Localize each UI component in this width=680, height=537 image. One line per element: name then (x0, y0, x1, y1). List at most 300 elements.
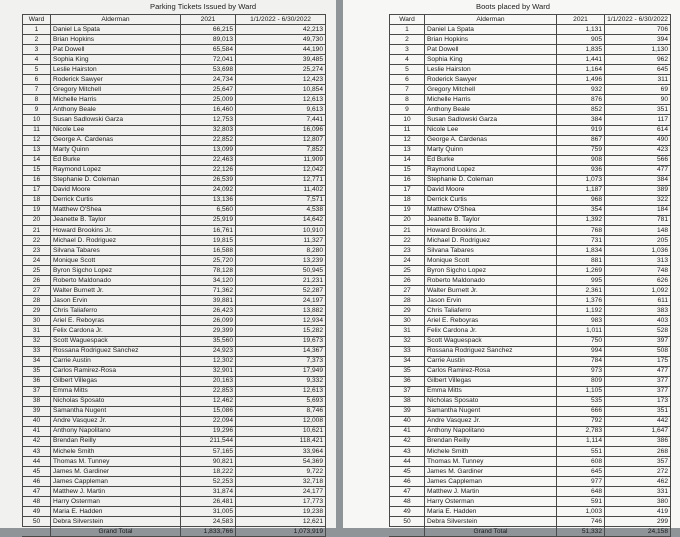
cell-ward: 49 (390, 507, 425, 517)
table-row (390, 155, 671, 165)
boots-body (390, 25, 671, 537)
cell-2022: 477 (605, 165, 671, 175)
cell-alderman: Walter Burnett Jr. (51, 286, 181, 296)
cell-ward: 6 (390, 75, 425, 85)
cell-2022: 12,621 (236, 517, 326, 527)
table-row (23, 65, 326, 75)
cell-alderman: Stephanie D. Coleman (425, 175, 557, 185)
table-row (23, 316, 326, 326)
cell-2022: 272 (605, 467, 671, 477)
cell-alderman: Chris Taliaferro (51, 306, 181, 316)
cell-alderman: Brendan Reilly (425, 436, 557, 446)
cell-2021: 22,852 (181, 135, 236, 145)
parking-tickets-table (22, 14, 326, 537)
cell-alderman: Derrick Curtis (425, 195, 557, 205)
cell-ward: 20 (390, 215, 425, 225)
cell-ward: 34 (23, 356, 51, 366)
cell-2022: 614 (605, 125, 671, 135)
cell-2022: 384 (605, 175, 671, 185)
cell-alderman: Emma Mitts (51, 386, 181, 396)
cell-ward: 24 (23, 256, 51, 266)
parking-tickets-sheet (0, 0, 336, 535)
table-row (23, 205, 326, 215)
cell-ward: 26 (390, 276, 425, 286)
table-row (390, 286, 671, 296)
cell-ward: 10 (390, 115, 425, 125)
cell-ward: 8 (390, 95, 425, 105)
cell-ward: 25 (390, 266, 425, 276)
cell-ward: 34 (390, 356, 425, 366)
cell-alderman: Ariel E. Reboyras (425, 316, 557, 326)
table-row (390, 497, 671, 507)
cell-ward: 50 (23, 517, 51, 527)
cell-2021: 1,003 (557, 507, 605, 517)
cell-ward: 2 (23, 35, 51, 45)
cell-2022: 12,807 (236, 135, 326, 145)
cell-alderman: Ed Burke (425, 155, 557, 165)
cell-alderman: Susan Sadlowski Garza (425, 115, 557, 125)
cell-2022: 17,773 (236, 497, 326, 507)
cell-ward: 14 (390, 155, 425, 165)
table-row (23, 175, 326, 185)
cell-alderman: Byron Sigcho Lopez (425, 266, 557, 276)
table-row (390, 246, 671, 256)
table-row (390, 175, 671, 185)
cell-2022: 299 (605, 517, 671, 527)
table-row (390, 145, 671, 155)
cell-2021: 968 (557, 195, 605, 205)
cell-alderman: Silvana Tabares (425, 246, 557, 256)
cell-2021: 535 (557, 396, 605, 406)
cell-alderman: Felix Cardona Jr. (51, 326, 181, 336)
cell-alderman: Anthony Beale (425, 105, 557, 115)
cell-2021: 13,099 (181, 145, 236, 155)
cell-2021: 211,544 (181, 436, 236, 446)
cell-2022: 32,718 (236, 477, 326, 487)
cell-2021: 384 (557, 115, 605, 125)
cell-2021: 750 (557, 336, 605, 346)
cell-2022: 397 (605, 336, 671, 346)
cell-2021: 24,734 (181, 75, 236, 85)
cell-2021: 876 (557, 95, 605, 105)
cell-ward: 3 (390, 45, 425, 55)
header-ward: Ward (390, 15, 425, 25)
cell-alderman: Emma Mitts (425, 386, 557, 396)
cell-2022: 313 (605, 256, 671, 266)
cell-2021: 35,560 (181, 336, 236, 346)
cell-ward: 5 (23, 65, 51, 75)
cell-2022: 42,213 (236, 25, 326, 35)
cell-alderman: Carrie Austin (51, 356, 181, 366)
table-row (23, 55, 326, 65)
cell-2021: 6,560 (181, 205, 236, 215)
cell-2021: 52,253 (181, 477, 236, 487)
cell-ward: 36 (23, 376, 51, 386)
table-row (23, 225, 326, 235)
cell-ward: 12 (23, 135, 51, 145)
cell-ward: 39 (23, 406, 51, 416)
table-row (23, 306, 326, 316)
cell-2021: 746 (557, 517, 605, 527)
grand-total-2021: 51,332 (557, 527, 605, 537)
table-row (390, 296, 671, 306)
cell-2022: 9,722 (236, 467, 326, 477)
cell-2021: 26,099 (181, 316, 236, 326)
cell-alderman: Jason Ervin (425, 296, 557, 306)
cell-ward: 27 (390, 286, 425, 296)
cell-2021: 867 (557, 135, 605, 145)
cell-2022: 12,771 (236, 175, 326, 185)
table-row (23, 436, 326, 446)
cell-2022: 10,910 (236, 225, 326, 235)
table-row (390, 326, 671, 336)
cell-2022: 383 (605, 306, 671, 316)
table-row (390, 35, 671, 45)
table-row (390, 85, 671, 95)
cell-2021: 89,013 (181, 35, 236, 45)
cell-ward: 33 (23, 346, 51, 356)
cell-alderman: Leslie Hairston (425, 65, 557, 75)
cell-2021: 666 (557, 406, 605, 416)
table-row (23, 75, 326, 85)
table-row (390, 105, 671, 115)
cell-2022: 54,369 (236, 457, 326, 467)
table-row (23, 426, 326, 436)
cell-2021: 768 (557, 225, 605, 235)
cell-2022: 12,934 (236, 316, 326, 326)
cell-alderman: Matthew O'Shea (425, 205, 557, 215)
cell-2022: 645 (605, 65, 671, 75)
cell-2021: 977 (557, 477, 605, 487)
grand-total-row (23, 527, 326, 537)
cell-2022: 8,746 (236, 406, 326, 416)
cell-2021: 24,923 (181, 346, 236, 356)
cell-alderman: Monique Scott (51, 256, 181, 266)
total-spacer (23, 527, 51, 537)
cell-2021: 608 (557, 457, 605, 467)
cell-2021: 983 (557, 316, 605, 326)
table-row (23, 457, 326, 467)
table-row (390, 436, 671, 446)
cell-ward: 28 (23, 296, 51, 306)
cell-2022: 1,092 (605, 286, 671, 296)
cell-alderman: Nicole Lee (51, 125, 181, 135)
cell-ward: 11 (390, 125, 425, 135)
cell-alderman: Ariel E. Reboyras (51, 316, 181, 326)
cell-ward: 13 (390, 145, 425, 155)
cell-ward: 16 (23, 175, 51, 185)
cell-ward: 29 (23, 306, 51, 316)
cell-alderman: Carrie Austin (425, 356, 557, 366)
cell-alderman: Roberto Maldonado (425, 276, 557, 286)
cell-alderman: Nicole Lee (425, 125, 557, 135)
cell-ward: 37 (390, 386, 425, 396)
cell-alderman: Thomas M. Tunney (425, 457, 557, 467)
cell-ward: 36 (390, 376, 425, 386)
cell-ward: 6 (23, 75, 51, 85)
cell-2022: 15,282 (236, 326, 326, 336)
table-row (23, 396, 326, 406)
cell-ward: 1 (390, 25, 425, 35)
cell-ward: 45 (23, 467, 51, 477)
cell-2021: 24,092 (181, 185, 236, 195)
cell-2021: 90,821 (181, 457, 236, 467)
cell-2022: 69 (605, 85, 671, 95)
cell-2021: 16,460 (181, 105, 236, 115)
cell-alderman: Samantha Nugent (51, 406, 181, 416)
cell-ward: 11 (23, 125, 51, 135)
table-row (390, 376, 671, 386)
cell-2022: 184 (605, 205, 671, 215)
table-row (390, 366, 671, 376)
cell-2021: 995 (557, 276, 605, 286)
cell-ward: 16 (390, 175, 425, 185)
cell-alderman: Andre Vasquez Jr. (425, 416, 557, 426)
cell-alderman: Gilbert Villegas (51, 376, 181, 386)
cell-2021: 32,901 (181, 366, 236, 376)
cell-ward: 20 (23, 215, 51, 225)
cell-alderman: Roderick Sawyer (425, 75, 557, 85)
boots-title: Boots placed by Ward (476, 2, 551, 11)
cell-2022: 626 (605, 276, 671, 286)
cell-alderman: James M. Gardiner (425, 467, 557, 477)
table-row (390, 225, 671, 235)
cell-alderman: Carlos Ramirez-Rosa (51, 366, 181, 376)
parking-tickets-title: Parking Tickets Issued by Ward (150, 2, 257, 11)
cell-2022: 442 (605, 416, 671, 426)
cell-ward: 7 (23, 85, 51, 95)
table-row (23, 447, 326, 457)
table-row (390, 336, 671, 346)
cell-2021: 591 (557, 497, 605, 507)
cell-ward: 45 (390, 467, 425, 477)
cell-ward: 50 (390, 517, 425, 527)
cell-2021: 16,588 (181, 246, 236, 256)
cell-2022: 17,949 (236, 366, 326, 376)
table-row (390, 477, 671, 487)
cell-ward: 18 (390, 195, 425, 205)
cell-alderman: Rossana Rodriguez Sanchez (51, 346, 181, 356)
cell-alderman: Daniel La Spata (51, 25, 181, 35)
cell-2022: 403 (605, 316, 671, 326)
table-row (23, 326, 326, 336)
cell-2022: 14,642 (236, 215, 326, 225)
cell-alderman: Pat Dowell (425, 45, 557, 55)
cell-2022: 175 (605, 356, 671, 366)
cell-alderman: Michael D. Rodriguez (51, 236, 181, 246)
boots-sheet (343, 0, 680, 535)
cell-alderman: Michelle Harris (51, 95, 181, 105)
table-row (390, 487, 671, 497)
cell-2021: 1,835 (557, 45, 605, 55)
cell-2021: 908 (557, 155, 605, 165)
cell-alderman: David Moore (51, 185, 181, 195)
cell-2021: 759 (557, 145, 605, 155)
cell-2022: 351 (605, 406, 671, 416)
cell-2022: 12,042 (236, 165, 326, 175)
cell-alderman: Brian Hopkins (51, 35, 181, 45)
table-row (390, 115, 671, 125)
header-2022-period: 1/1/2022 - 6/30/2022 (236, 15, 326, 25)
cell-alderman: Jeanette B. Taylor (51, 215, 181, 225)
cell-2021: 53,698 (181, 65, 236, 75)
cell-2022: 508 (605, 346, 671, 356)
cell-ward: 48 (23, 497, 51, 507)
table-row (23, 256, 326, 266)
cell-2021: 25,720 (181, 256, 236, 266)
cell-2021: 71,362 (181, 286, 236, 296)
table-row (390, 316, 671, 326)
cell-2022: 90 (605, 95, 671, 105)
grand-total-2022: 24,158 (605, 527, 671, 537)
cell-2022: 7,373 (236, 356, 326, 366)
cell-alderman: Michele Smith (51, 447, 181, 457)
table-row (23, 366, 326, 376)
header-alderman: Alderman (425, 15, 557, 25)
grand-total-label: Grand Total (51, 527, 181, 537)
cell-alderman: Matthew O'Shea (51, 205, 181, 215)
cell-alderman: Walter Burnett Jr. (425, 286, 557, 296)
table-row (23, 266, 326, 276)
cell-2021: 78,128 (181, 266, 236, 276)
cell-2021: 29,399 (181, 326, 236, 336)
cell-2022: 748 (605, 266, 671, 276)
grand-total-2021: 1,833,766 (181, 527, 236, 537)
cell-2022: 389 (605, 185, 671, 195)
cell-2021: 32,803 (181, 125, 236, 135)
cell-2021: 792 (557, 416, 605, 426)
cell-2022: 377 (605, 386, 671, 396)
cell-2021: 31,874 (181, 487, 236, 497)
cell-2021: 354 (557, 205, 605, 215)
cell-2022: 419 (605, 507, 671, 517)
table-header-row (23, 15, 326, 25)
cell-2021: 809 (557, 376, 605, 386)
table-row (390, 55, 671, 65)
cell-2021: 12,302 (181, 356, 236, 366)
cell-2022: 12,613 (236, 95, 326, 105)
cell-2022: 52,287 (236, 286, 326, 296)
parking-tickets-body (23, 25, 326, 537)
table-row (390, 396, 671, 406)
table-row (390, 215, 671, 225)
cell-ward: 30 (23, 316, 51, 326)
cell-alderman: Nicholas Sposato (51, 396, 181, 406)
cell-2022: 423 (605, 145, 671, 155)
cell-ward: 17 (390, 185, 425, 195)
table-row (23, 296, 326, 306)
cell-ward: 28 (390, 296, 425, 306)
table-row (390, 135, 671, 145)
table-row (23, 477, 326, 487)
cell-ward: 47 (23, 487, 51, 497)
cell-2022: 10,621 (236, 426, 326, 436)
cell-2022: 10,854 (236, 85, 326, 95)
cell-alderman: Michele Smith (425, 447, 557, 457)
cell-ward: 40 (390, 416, 425, 426)
cell-alderman: Leslie Hairston (51, 65, 181, 75)
cell-ward: 8 (23, 95, 51, 105)
cell-ward: 3 (23, 45, 51, 55)
cell-alderman: Roberto Maldonado (51, 276, 181, 286)
cell-alderman: Derrick Curtis (51, 195, 181, 205)
cell-alderman: Debra Silverstein (425, 517, 557, 527)
cell-ward: 22 (390, 236, 425, 246)
cell-2021: 15,086 (181, 406, 236, 416)
cell-alderman: Silvana Tabares (51, 246, 181, 256)
cell-2021: 1,269 (557, 266, 605, 276)
table-row (23, 236, 326, 246)
cell-2022: 24,197 (236, 296, 326, 306)
cell-2022: 21,231 (236, 276, 326, 286)
cell-2022: 24,177 (236, 487, 326, 497)
cell-ward: 38 (23, 396, 51, 406)
cell-ward: 17 (23, 185, 51, 195)
cell-ward: 32 (23, 336, 51, 346)
table-row (23, 95, 326, 105)
table-row (23, 356, 326, 366)
cell-ward: 23 (23, 246, 51, 256)
cell-2022: 377 (605, 376, 671, 386)
table-row (23, 517, 326, 527)
cell-alderman: Anthony Napolitano (425, 426, 557, 436)
cell-ward: 32 (390, 336, 425, 346)
cell-alderman: Gregory Mitchell (51, 85, 181, 95)
table-row (390, 185, 671, 195)
cell-2021: 551 (557, 447, 605, 457)
cell-2022: 462 (605, 477, 671, 487)
table-row (390, 195, 671, 205)
cell-alderman: Michael D. Rodriguez (425, 236, 557, 246)
table-row (23, 286, 326, 296)
cell-alderman: Maria E. Hadden (425, 507, 557, 517)
cell-2022: 50,945 (236, 266, 326, 276)
cell-2021: 65,584 (181, 45, 236, 55)
table-row (390, 65, 671, 75)
cell-ward: 42 (23, 436, 51, 446)
cell-2022: 7,852 (236, 145, 326, 155)
table-row (390, 507, 671, 517)
cell-ward: 9 (23, 105, 51, 115)
cell-ward: 44 (23, 457, 51, 467)
cell-ward: 18 (23, 195, 51, 205)
cell-2021: 22,126 (181, 165, 236, 175)
cell-2021: 19,296 (181, 426, 236, 436)
cell-2022: 39,485 (236, 55, 326, 65)
cell-alderman: Brendan Reilly (51, 436, 181, 446)
cell-alderman: Debra Silverstein (51, 517, 181, 527)
cell-ward: 12 (390, 135, 425, 145)
cell-alderman: Samantha Nugent (425, 406, 557, 416)
cell-2022: 19,673 (236, 336, 326, 346)
cell-alderman: James Cappleman (425, 477, 557, 487)
cell-alderman: Carlos Ramirez-Rosa (425, 366, 557, 376)
cell-2022: 1,130 (605, 45, 671, 55)
table-row (390, 45, 671, 55)
cell-ward: 38 (390, 396, 425, 406)
cell-alderman: Jeanette B. Taylor (425, 215, 557, 225)
cell-2021: 39,881 (181, 296, 236, 306)
cell-2021: 784 (557, 356, 605, 366)
cell-ward: 40 (23, 416, 51, 426)
table-row (23, 135, 326, 145)
cell-2021: 905 (557, 35, 605, 45)
cell-2021: 932 (557, 85, 605, 95)
cell-alderman: Harry Osterman (51, 497, 181, 507)
cell-2022: 962 (605, 55, 671, 65)
cell-2021: 936 (557, 165, 605, 175)
cell-2021: 645 (557, 467, 605, 477)
